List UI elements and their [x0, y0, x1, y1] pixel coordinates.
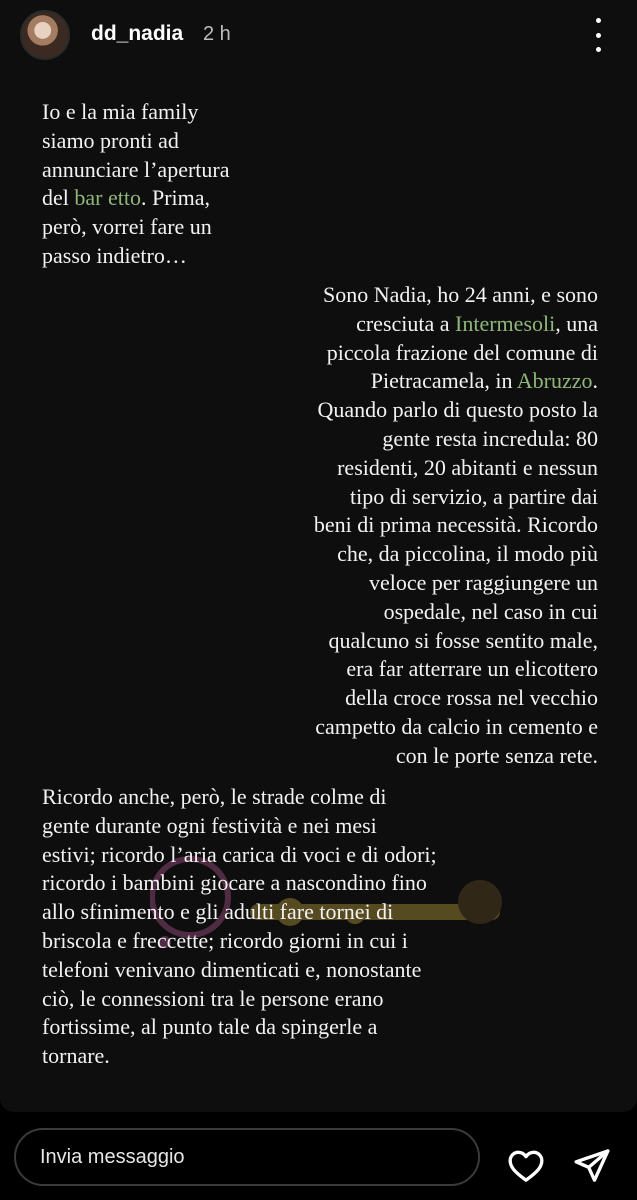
- message-input[interactable]: [14, 1128, 480, 1186]
- paragraph-2-text-b: , una piccola frazione del comune di Pietracamela, in: [326, 310, 598, 394]
- story-header: [0, 0, 637, 72]
- highlight-bar-etto: bar etto: [74, 185, 141, 211]
- paragraph-2-text-c: . Quando parlo di questo posto la gente resta incredula: 80 residenti, 20 abitanti e nessun tipo di servizio, a partire dai beni di prima necessità. Ricordo che, da piccolina, il modo più veloce per raggiungere un ospedale, nel caso in cui qualcuno si fosse sentito male, era far atterrare un elicottero della croce rossa nel vecchio campetto da calcio in cemento e con le porte senza rete.: [313, 368, 598, 768]
- story-paragraph-2: [280, 281, 598, 771]
- highlight-intermesoli: Intermesoli: [455, 310, 556, 336]
- send-icon[interactable]: [572, 1146, 612, 1186]
- story-paragraph-1: [42, 98, 302, 271]
- highlight-abruzzo: Abruzzo: [516, 368, 593, 394]
- story-paragraph-3: Ricordo anche, però, le strade colme di gente durante ogni festività e nei mesi estivi; ricordo l’aria carica di voci e di odori; ricordo i bambini giocare a nascondino fino allo sfinimento e gli adulti fare tornei di briscola e freccette; ricordo giorni in cui i telefoni venivano dimenticati e, nonostante ciò, le connessioni tra le persone erano fortissime, al punto tale da spingerle a tornare.: [42, 784, 437, 1069]
- paragraph-1-text-b: . Prima, però, vorrei fare un passo indietro…: [42, 185, 212, 268]
- paragraph-2-text-a: Sono Nadia, ho 24 anni, e sono cresciuta a: [323, 282, 598, 336]
- username[interactable]: dd_nadia: [91, 22, 184, 45]
- avatar[interactable]: [20, 10, 70, 60]
- heart-icon[interactable]: [506, 1146, 546, 1186]
- paragraph-1-text-a: Io e la mia family siamo pronti ad annunciare l’apertura del: [42, 99, 230, 211]
- more-options-icon[interactable]: [585, 18, 611, 52]
- story-timestamp: 2 h: [203, 23, 231, 45]
